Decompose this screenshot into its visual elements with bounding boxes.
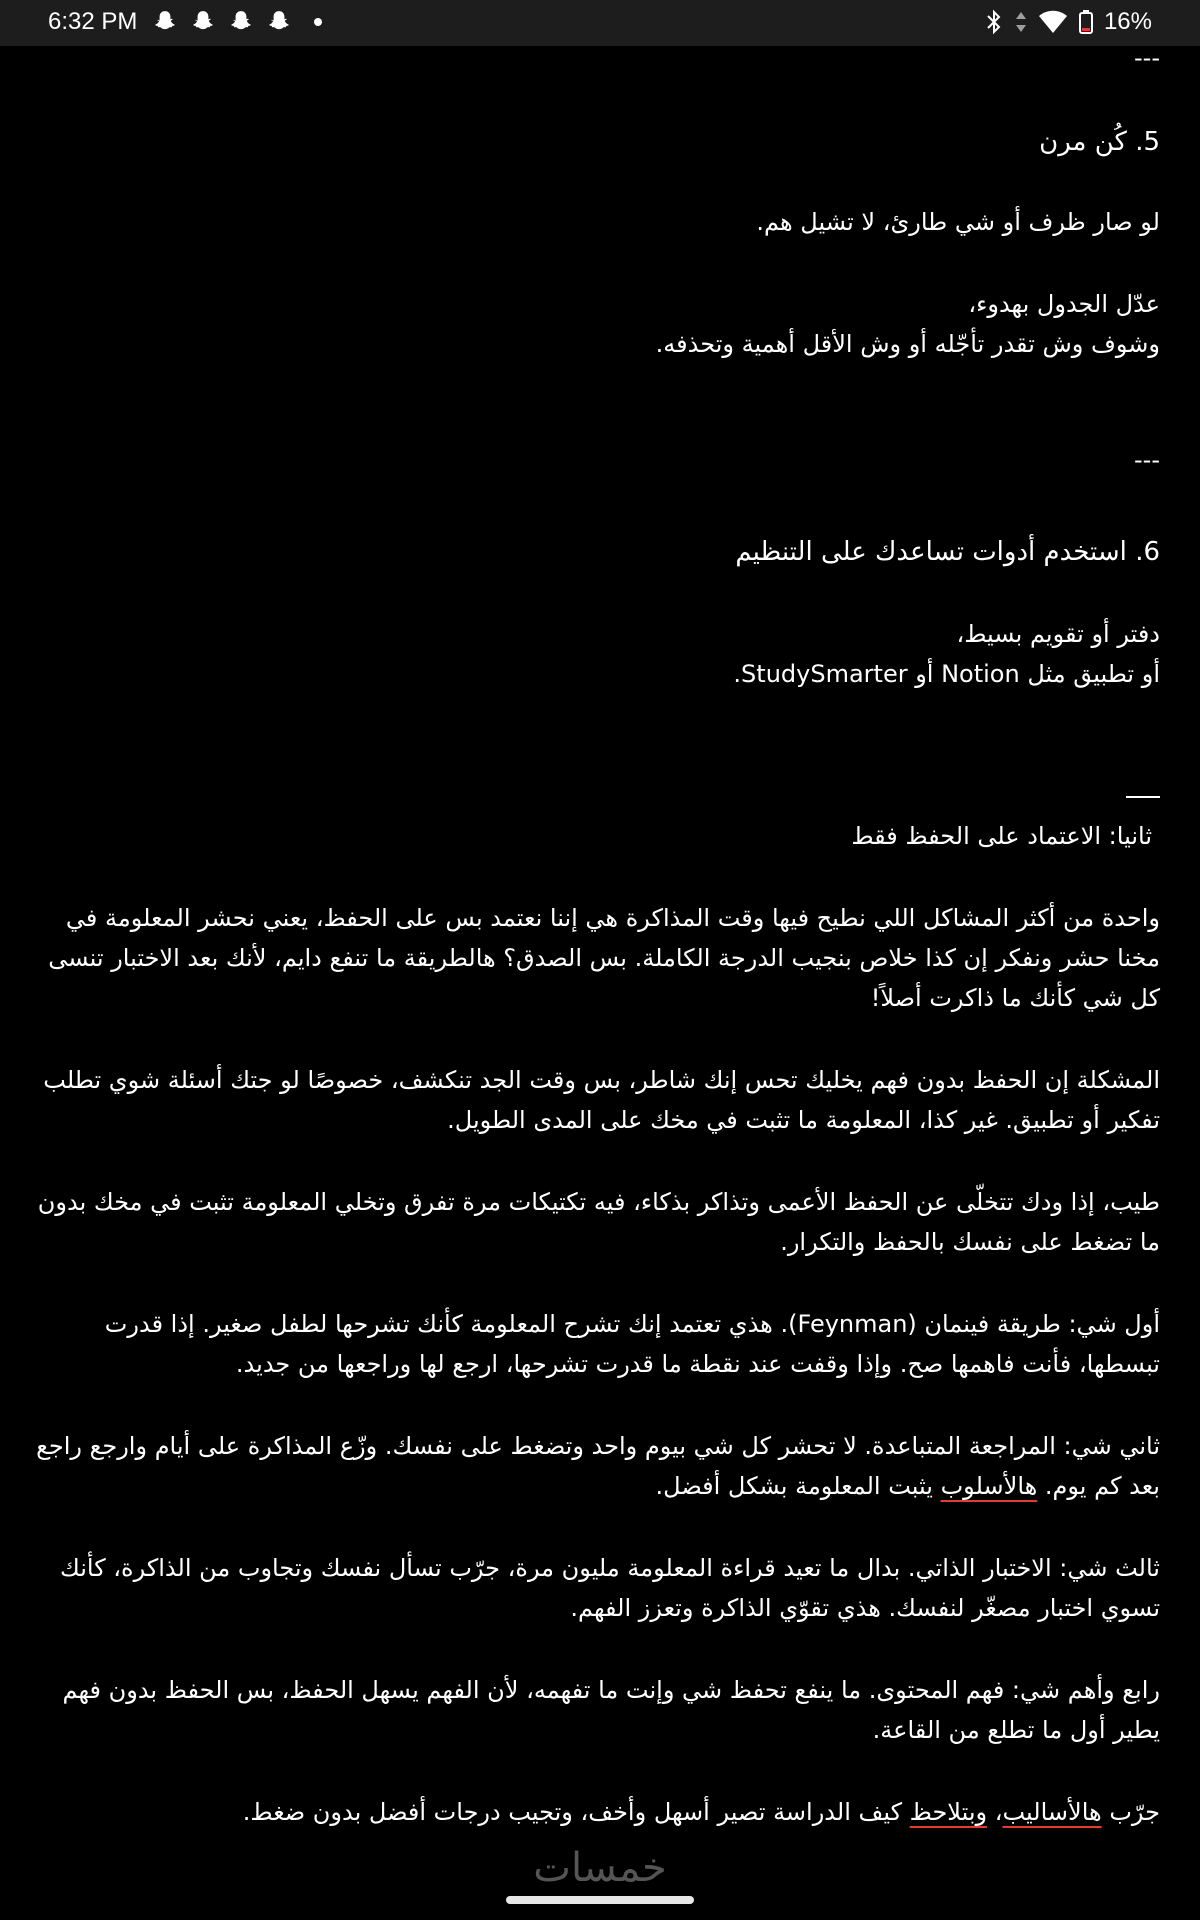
paragraph-5-text-a: ثاني شي: المراجعة المتباعدة. لا تحشر كل شي بيوم واحد وتضغط على نفسك. وزّع المذاكرة على أيام وارجع راجع بعد كم يوم. (36, 1432, 1160, 1500)
paragraph-5-2-line1: عدّل الجدول بهدوء، (968, 290, 1160, 318)
heading-6 (35, 532, 1160, 572)
section-divider (1126, 796, 1160, 798)
paragraph-5-2-line2: وشوف وش تقدر تأجّله أو وش الأقل أهمية وتحذفه. (655, 330, 1160, 358)
heading-6-title: استخدم أدوات تساعدك على التنظيم (735, 537, 1127, 567)
heading-5-title: كُن مرن (1039, 127, 1127, 157)
spellcheck-underline[interactable]: هالأسلوب (940, 1472, 1038, 1500)
heading-6-number: 6. (1135, 537, 1160, 567)
paragraph-8-text-b: ، (987, 1798, 1003, 1826)
article-content (0, 46, 1200, 1856)
bluetooth-icon (984, 9, 1004, 35)
snapchat-icon (190, 9, 216, 35)
snapchat-icon (228, 9, 254, 35)
paragraph-1: واحدة من أكثر المشاكل اللي نطيح فيها وقت المذاكرة هي إننا نعتمد بس على الحفظ، يعني نحشر المعلومة في مخنا حشر ونفكر إن كذا خلاص بنجيب الدرجة الكاملة. بس الصدق؟ هالطريقة ما تنفع دايم، لأنك بعد الاختبار تنسى كل شي كأنك ما ذاكرت أصلاً! (48, 904, 1160, 1012)
dot-icon (314, 18, 322, 26)
status-time: 6:32 PM (48, 8, 138, 35)
paragraph-5-text-b: يثبت المعلومة بشكل أفضل. (655, 1472, 941, 1500)
paragraph-6-self-test: ثالث شي: الاختبار الذاتي. بدال ما تعيد قراءة المعلومة مليون مرة، جرّب تسأل نفسك وتجاوب من الذاكرة، كأنك تسوي اختبار مصغّر لنفسك. هذي تقوّي الذاكرة وتعزز الفهم. (59, 1554, 1160, 1622)
paragraph-6-line2: أو تطبيق مثل Notion أو StudySmarter. (733, 660, 1160, 688)
battery-icon (1078, 9, 1094, 35)
wifi-icon (1038, 9, 1068, 35)
separator-mid: --- (1134, 446, 1160, 474)
heading-5-number: 5. (1135, 127, 1160, 157)
heading-5 (35, 122, 1160, 162)
paragraph-7: رابع وأهم شي: فهم المحتوى. ما ينفع تحفظ شي وإنت ما تفهمه، لأن الفهم يسهل الحفظ، بس الحفظ بدون فهم يطير أول ما تطلع من القاعة. (62, 1676, 1160, 1744)
paragraph-6 (35, 614, 1160, 694)
system-icons (984, 8, 1152, 36)
data-arrows-icon (1014, 9, 1028, 35)
section-2-title: ثانيا: الاعتماد على الحفظ فقط (851, 822, 1152, 850)
battery-percent: 16% (1103, 8, 1152, 35)
paragraph-5 (35, 1426, 1160, 1506)
paragraph-3: طيب، إذا ودك تتخلّى عن الحفظ الأعمى وتذاكر بذكاء، فيه تكتيكات مرة تفرق وتخلي المعلومة تثبت في مخك بدون ما تضغط على نفسك بالحفظ والتكرار. (37, 1188, 1160, 1256)
watermark-logo: خمسات (533, 1845, 667, 1891)
gesture-nav-handle[interactable] (506, 1896, 694, 1904)
spellcheck-underline-1[interactable]: هالأساليب (1002, 1798, 1102, 1826)
paragraph-4: أول شي: طريقة فينمان (Feynman). هذي تعتمد إنك تشرح المعلومة كأنك تشرحها لطفل صغير. إذا قدرت تبسطها، فأنت فاهمها صح. وإذا وقفت عند نقطة ما قدرت تشرحها، ارجع لها وراجعها من جديد. (104, 1310, 1160, 1378)
spellcheck-underline-2[interactable]: وبتلاحظ (909, 1798, 988, 1826)
snapchat-icon (266, 9, 292, 35)
paragraph-8 (35, 1792, 1160, 1832)
paragraph-8-text-c: كيف الدراسة تصير أسهل وأخف، وتجيب درجات أفضل بدون ضغط. (242, 1798, 910, 1826)
paragraph-5-2 (35, 284, 1160, 364)
separator-top: --- (1134, 44, 1160, 72)
notification-icons (152, 9, 322, 35)
paragraph-5-1: لو صار ظرف أو شي طارئ، لا تشيل هم. (756, 208, 1160, 236)
paragraph-6-line1: دفتر أو تقويم بسيط، (956, 620, 1160, 648)
paragraph-2: المشكلة إن الحفظ بدون فهم يخليك تحس إنك شاطر، بس وقت الجد تنكشف، خصوصًا لو جتك أسئلة شوي تطلب تفكير أو تطبيق. غير كذا، المعلومة ما تثبت في مخك على المدى الطويل. (43, 1066, 1160, 1134)
snapchat-icon (152, 9, 178, 35)
paragraph-8-text-a: جرّب (1101, 1798, 1160, 1826)
